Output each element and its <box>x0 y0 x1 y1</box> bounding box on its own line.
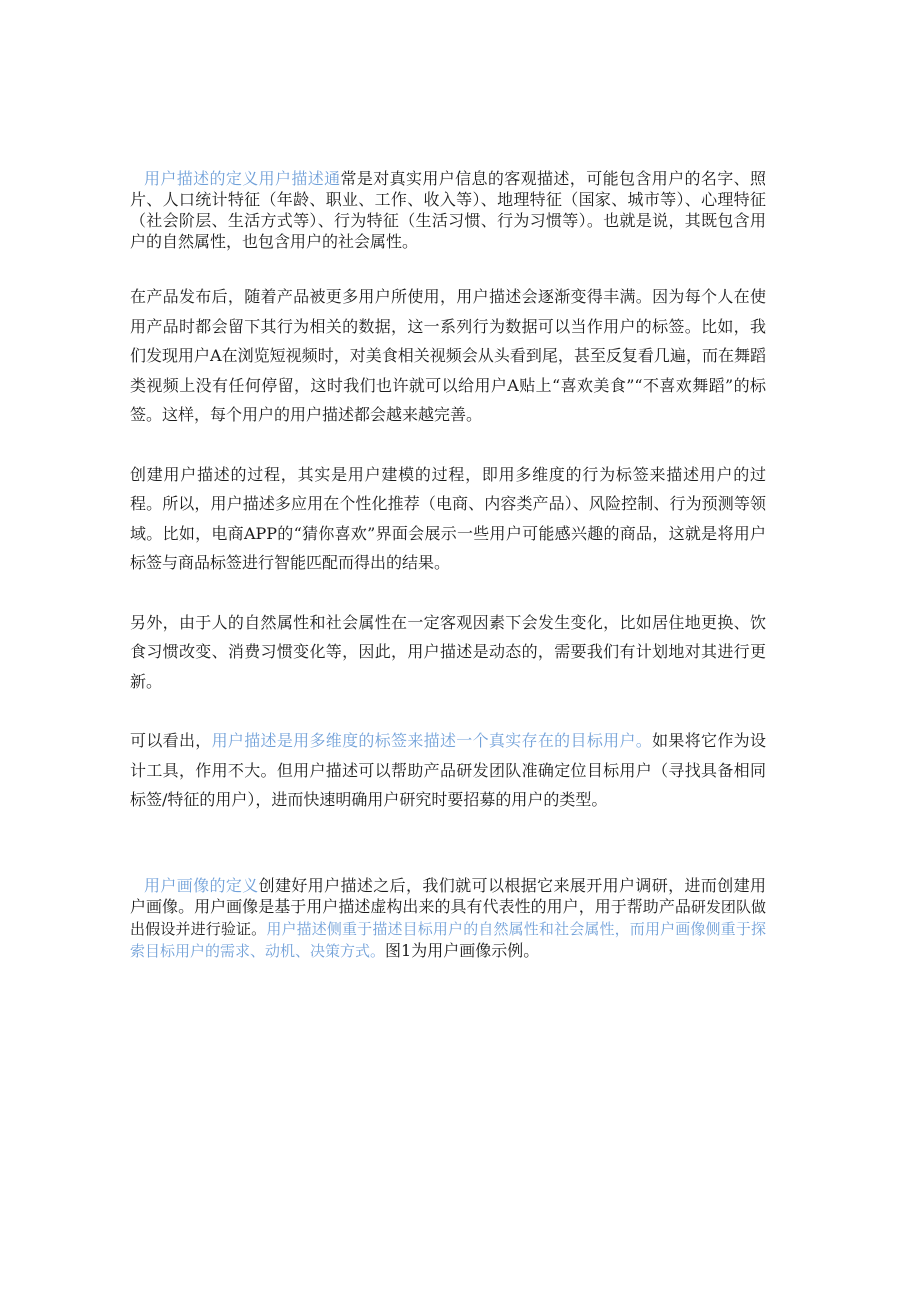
spacer <box>130 845 766 875</box>
paragraph-text: 在产品发布后，随着产品被更多用户所使用，用户描述会逐渐变得丰满。因为每个人在使用产品时都会留下其行为相关的数据，这一系列行为数据可以当作用户的标签。比如，我们发现用户A在浏览短视频时，对美食相关视频会从头看到尾，甚至反复看几遍，而在舞蹈类视频上没有任何停留，这时我们也许就可以给用户A贴上“喜欢美食”“不喜欢舞蹈”的标签。这样，每个用户的用户描述都会越来越完善。 <box>130 287 766 424</box>
paragraph-text: 常是对真实用户信息的客观描述，可能包含用户的名字、照片、人口统计特征（年龄、职业、工作、收入等）、地理特征（国家、城市等）、心理特征（社会阶层、生活方式等）、行为特征（生活习惯、行为习惯等）。也就是说，其既包含用户的自然属性，也包含用户的社会属性。 <box>130 169 766 251</box>
paragraph-text: 创建好用户描述之后，我们就可以根据它来展开用户调研，进而创建用户画像。用户画像是基于用户描述虚构出来的具有代表性的用户，用于帮助产品 <box>130 875 766 916</box>
paragraph-text: 创建用户描述的过程，其实是用户建模的过程，即用多维度的行为标签来描述用户的过程。所以，用户描述多应用在个性化推荐（电商、内容类产品）、风险控制、行为预测等领域。比如，电商APP的“猜你喜欢”界面会展示一些用户可能感兴趣的商品，这就是将用户标签与商品标签进行智能匹配而得出的结果。 <box>130 464 766 572</box>
paragraph-after-release <box>130 282 766 430</box>
paragraph-dynamic-update <box>130 608 766 697</box>
paragraph-text: 如果将它作为设计工具，作用不大。但用户描述可以帮助产品研发团队准确定位目标用户（寻找具备相同标签/特征的用户），进而快速明确用户研究时要招募的用户的类型。 <box>130 731 766 809</box>
paragraph-text-sans: 研发团队做出假设并进行验证。 <box>130 897 766 938</box>
paragraph-user-modeling <box>130 460 766 578</box>
paragraph-user-description-definition <box>130 168 766 252</box>
section-heading-user-description: 用户描述的定义 <box>144 169 259 188</box>
paragraph-text: 另外，由于人的自然属性和社会属性在一定客观因素下会发生变化，比如居住地更换、饮食习惯改变、消费习惯变化等，因此，用户描述是动态的，需要我们有计划地对其进行更新。 <box>130 612 766 691</box>
figure-reference: 图1为用户画像示例。 <box>385 940 540 960</box>
document-body <box>130 168 766 992</box>
paragraph-text: 可以看出， <box>130 731 212 750</box>
section-heading-user-persona: 用户画像的定义 <box>144 875 259 895</box>
highlight-comparison: 用户描述侧重于描述目标用户的自然属性和社会属性，而用户画像侧重于探索目标用户的需求、动机、决策方式。 <box>130 919 766 960</box>
paragraph-summary <box>130 726 766 815</box>
paragraph-user-persona-definition <box>130 875 766 962</box>
highlight-summary: 用户描述是用多维度的标签来描述一个真实存在的目标用户。 <box>211 731 653 750</box>
highlight-lead: 用户描述通 <box>258 169 341 188</box>
